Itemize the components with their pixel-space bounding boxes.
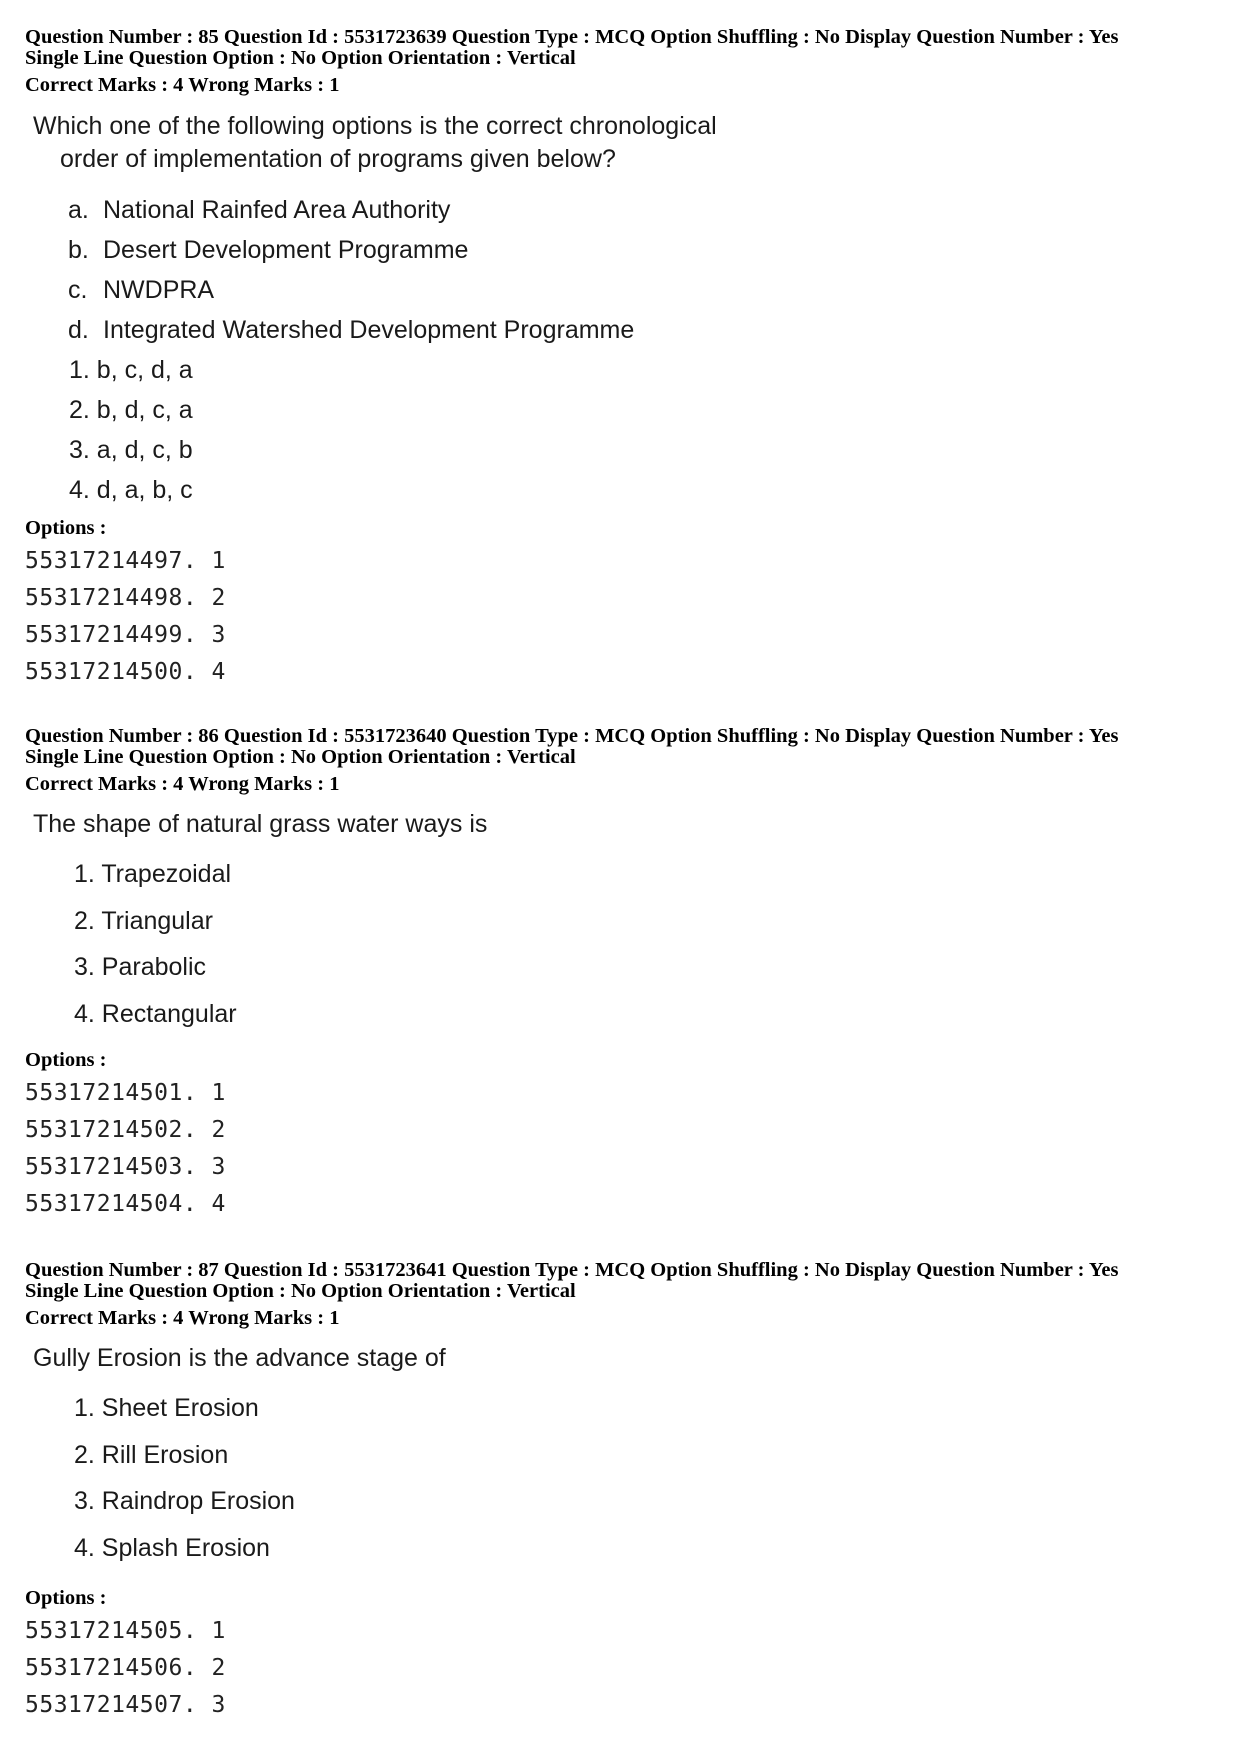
answer-choice: 1. Trapezoidal: [74, 860, 232, 888]
sub-item: a. National Rainfed Area Authority: [68, 196, 451, 224]
question-content-86: [33, 808, 1233, 1037]
sub-item: c. NWDPRA: [68, 276, 215, 304]
answer-choice: 4. Rectangular: [74, 999, 237, 1028]
answer-choice: 3. Parabolic: [74, 953, 207, 981]
sub-item: b. Desert Development Programme: [68, 236, 469, 264]
answer-choice: 3. a, d, c, b: [69, 436, 193, 464]
answer-choice: 4. Splash Erosion: [74, 1533, 270, 1562]
question-meta-line2: Single Line Question Option : No Option Orientation : Vertical: [25, 47, 576, 69]
answer-choice: 2. Triangular: [74, 906, 213, 935]
question-meta-line1: Question Number : 87 Question Id : 5531723641 Question Type : MCQ Option Shuffling : No Display Question Number : Yes: [25, 1259, 1119, 1281]
options-section-87: [25, 1587, 1225, 1724]
question-content-87: [33, 1342, 1233, 1571]
option-row: 55317214498. 2: [25, 585, 226, 611]
question-block-87: [25, 1260, 1225, 1329]
question-block-85: [25, 27, 1225, 96]
option-row: 55317214502. 2: [25, 1117, 226, 1143]
question-stem: The shape of natural grass water ways is: [33, 810, 488, 838]
answer-choice: 2. Rill Erosion: [74, 1440, 229, 1469]
question-marks: Correct Marks : 4 Wrong Marks : 1: [25, 74, 340, 96]
question-stem: Gully Erosion is the advance stage of: [33, 1344, 446, 1372]
option-row: 55317214501. 1: [25, 1080, 226, 1106]
answer-choice: 4. d, a, b, c: [69, 476, 193, 504]
question-meta-line2: Single Line Question Option : No Option Orientation : Vertical: [25, 1280, 576, 1302]
option-row: 55317214499. 3: [25, 622, 226, 648]
question-stem: [33, 110, 1233, 176]
question-marks: Correct Marks : 4 Wrong Marks : 1: [25, 1307, 340, 1329]
question-stem-line2: order of implementation of programs given below?: [60, 145, 616, 173]
question-meta-line1: Question Number : 86 Question Id : 5531723640 Question Type : MCQ Option Shuffling : No Display Question Number : Yes: [25, 725, 1119, 747]
question-meta-line2: Single Line Question Option : No Option Orientation : Vertical: [25, 746, 576, 768]
options-label: Options :: [25, 1049, 107, 1071]
question-stem-line1: Which one of the following options is the correct chronological: [33, 112, 717, 140]
option-row: 55317214506. 2: [25, 1655, 226, 1681]
option-row: 55317214507. 3: [25, 1692, 226, 1718]
question-content-85: [33, 110, 1233, 510]
sub-item-list: [33, 190, 1233, 350]
answer-choice-list: [33, 350, 1233, 510]
question-meta-line1: Question Number : 85 Question Id : 5531723639 Question Type : MCQ Option Shuffling : No Display Question Number : Yes: [25, 26, 1119, 48]
question-block-86: [25, 726, 1225, 795]
answer-choice-list: [33, 851, 1233, 1037]
sub-item: d. Integrated Watershed Development Programme: [68, 316, 635, 344]
option-row: 55317214503. 3: [25, 1154, 226, 1180]
options-label: Options :: [25, 1587, 107, 1609]
options-label: Options :: [25, 517, 107, 539]
answer-choice-list: [33, 1385, 1233, 1571]
answer-choice: 2. b, d, c, a: [69, 396, 193, 424]
option-row: 55317214505. 1: [25, 1618, 226, 1644]
option-row: 55317214500. 4: [25, 659, 226, 685]
answer-choice: 1. b, c, d, a: [69, 356, 193, 384]
options-section-86: [25, 1049, 1225, 1223]
question-marks: Correct Marks : 4 Wrong Marks : 1: [25, 773, 340, 795]
option-row: 55317214504. 4: [25, 1191, 226, 1217]
answer-choice: 3. Raindrop Erosion: [74, 1487, 295, 1515]
option-row: 55317214497. 1: [25, 548, 226, 574]
options-section-85: [25, 517, 1225, 691]
answer-choice: 1. Sheet Erosion: [74, 1394, 259, 1422]
